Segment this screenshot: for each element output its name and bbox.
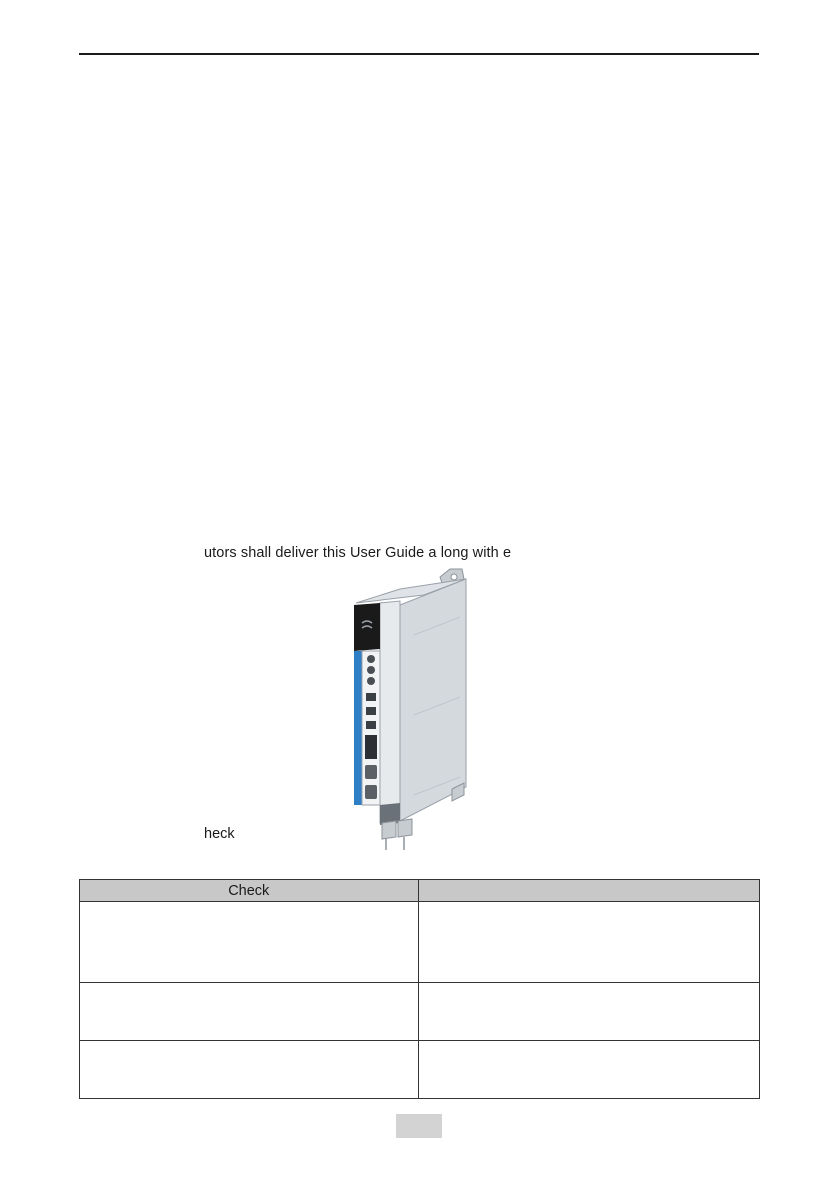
table-header-cell	[418, 880, 759, 902]
table-cell	[418, 1041, 759, 1099]
section-label: heck	[204, 826, 235, 842]
check-table	[79, 879, 760, 1099]
table-cell	[418, 983, 759, 1041]
table-header-row	[80, 880, 760, 902]
table-cell	[80, 983, 419, 1041]
servo-drive-illustration	[340, 565, 540, 860]
table-header-cell: Check	[80, 880, 419, 902]
table-cell	[80, 902, 419, 983]
table-row	[80, 902, 760, 983]
table-cell	[418, 902, 759, 983]
table-row	[80, 983, 760, 1041]
table-cell	[80, 1041, 419, 1099]
header-rule	[79, 53, 759, 55]
page-number-tab	[396, 1114, 442, 1138]
table-row	[80, 1041, 760, 1099]
body-paragraph: utors shall deliver this User Guide a long with e	[204, 545, 512, 561]
